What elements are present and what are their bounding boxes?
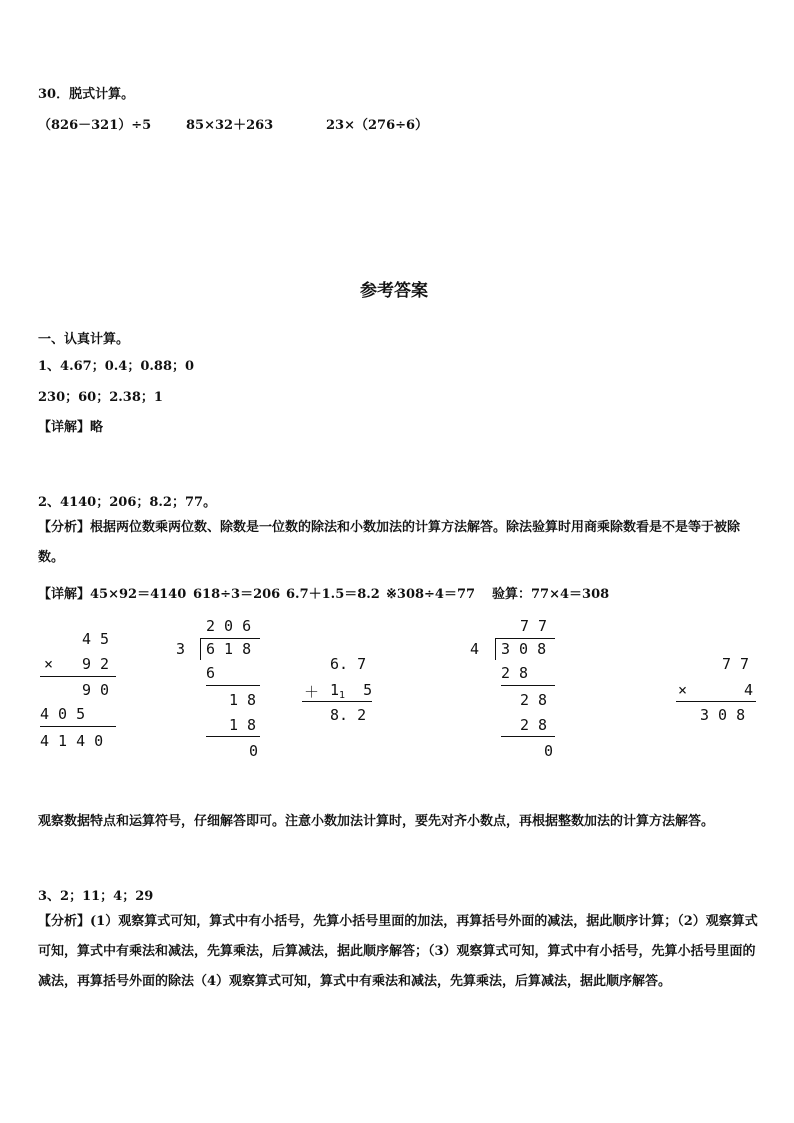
div2-remainder: 0	[544, 742, 554, 760]
mult2-line	[676, 701, 756, 702]
div2-subtract-1: 2 8	[501, 664, 529, 682]
div1-dividend: 6 1 8	[206, 640, 252, 658]
answer-3-analysis: 【分析】(1）观察算式可知，算式中有小括号，先算小括号里面的加法，再算括号外面的减法，据此顺序计算；（2）观察算式可知，算式中有乘法和减法，先算乘法，后算减法，据此顺序解答；（3）观察算式可知，算式中有小括号，先算小括号里面的减法，再算括号外面的除法（4）观察算式可知，算式中有乘法和减法，先算乘法，后算减法，据此顺序解答。	[38, 914, 758, 989]
question-30-title: 30．脱式计算。	[38, 87, 135, 102]
answer-2-eq-4: ※308÷4＝77	[386, 587, 476, 602]
section-1-title: 一、认真计算。	[38, 332, 130, 347]
div1-subtract-1: 6	[206, 664, 216, 682]
div2-bracket-side	[495, 638, 496, 660]
expression-2: 85×32＋263	[186, 118, 274, 133]
add1-top: 6. 7	[330, 655, 367, 673]
div1-quotient: 2 0 6	[206, 617, 252, 635]
mult2-operator: ×	[678, 681, 688, 699]
mult2-result: 3 0 8	[700, 706, 746, 724]
answers-heading: 参考答案	[360, 281, 428, 301]
add1-bottom	[330, 681, 372, 701]
div2-divisor: 4	[470, 640, 480, 658]
div1-bracket-top	[200, 638, 260, 639]
mult1-result: 4 1 4 0	[40, 732, 104, 750]
mult2-top: 7 7	[722, 655, 750, 673]
add1-line	[302, 701, 372, 702]
mult1-partial-2: 4 0 5	[40, 705, 86, 723]
answer-2-line: 2、4140；206；8.2；77。	[38, 495, 217, 510]
answer-2-eq-2: 618÷3＝206	[193, 587, 281, 602]
div2-line-2	[501, 736, 555, 737]
div1-bracket-side	[200, 638, 201, 660]
add1-bottom-digit: 1	[330, 681, 340, 699]
answer-2-eq-3: 6.7＋1.5＝8.2	[286, 587, 380, 602]
div1-line-1	[206, 685, 260, 686]
add1-bottom-decimal: 5	[363, 681, 373, 699]
answer-2-detail-label: 【详解】45×92＝4140	[38, 587, 187, 602]
div1-divisor: 3	[176, 640, 186, 658]
answer-2-analysis: 【分析】根据两位数乘两位数、除数是一位数的除法和小数加法的计算方法解答。除法验算时用商乘除数看是不是等于被除数。	[38, 520, 741, 565]
answer-3-line: 3、2；11；4；29	[38, 889, 154, 904]
mult1-top: 4 5	[82, 630, 110, 648]
answer-1-line-1: 1、4.67；0.4；0.88；0	[38, 359, 195, 374]
answer-2-note: 观察数据特点和运算符号，仔细解答即可。注意小数加法计算时，要先对齐小数点，再根据整数加法的计算方法解答。	[38, 814, 715, 829]
div1-subtract-2: 1 8	[229, 716, 257, 734]
div2-dividend: 3 0 8	[501, 640, 547, 658]
answer-1-line-2: 230；60；2.38；1	[38, 390, 163, 405]
div2-quotient: 7 7	[520, 617, 548, 635]
div2-bracket-top	[495, 638, 555, 639]
mult1-line-1	[40, 676, 116, 677]
mult1-bottom: 9 2	[82, 655, 110, 673]
mult1-partial-1: 9 0	[82, 681, 110, 699]
mult2-bottom: 4	[744, 681, 754, 699]
answer-1-detail: 【详解】略	[38, 420, 104, 435]
expression-3: 23×（276÷6）	[326, 118, 429, 133]
div1-remainder-1: 1 8	[229, 691, 257, 709]
add1-operator: ＋	[304, 683, 320, 701]
div2-remainder-1: 2 8	[520, 691, 548, 709]
add1-carry: 1	[339, 690, 346, 701]
div1-line-2	[206, 736, 260, 737]
expression-1: （826－321）÷5	[38, 118, 152, 133]
div2-subtract-2: 2 8	[520, 716, 548, 734]
answer-2-eq-5: 验算：77×4＝308	[492, 587, 610, 602]
div2-line-1	[501, 685, 555, 686]
mult1-operator: ×	[44, 655, 54, 673]
add1-result: 8. 2	[330, 706, 367, 724]
mult1-line-2	[40, 726, 116, 727]
div1-remainder: 0	[249, 742, 259, 760]
